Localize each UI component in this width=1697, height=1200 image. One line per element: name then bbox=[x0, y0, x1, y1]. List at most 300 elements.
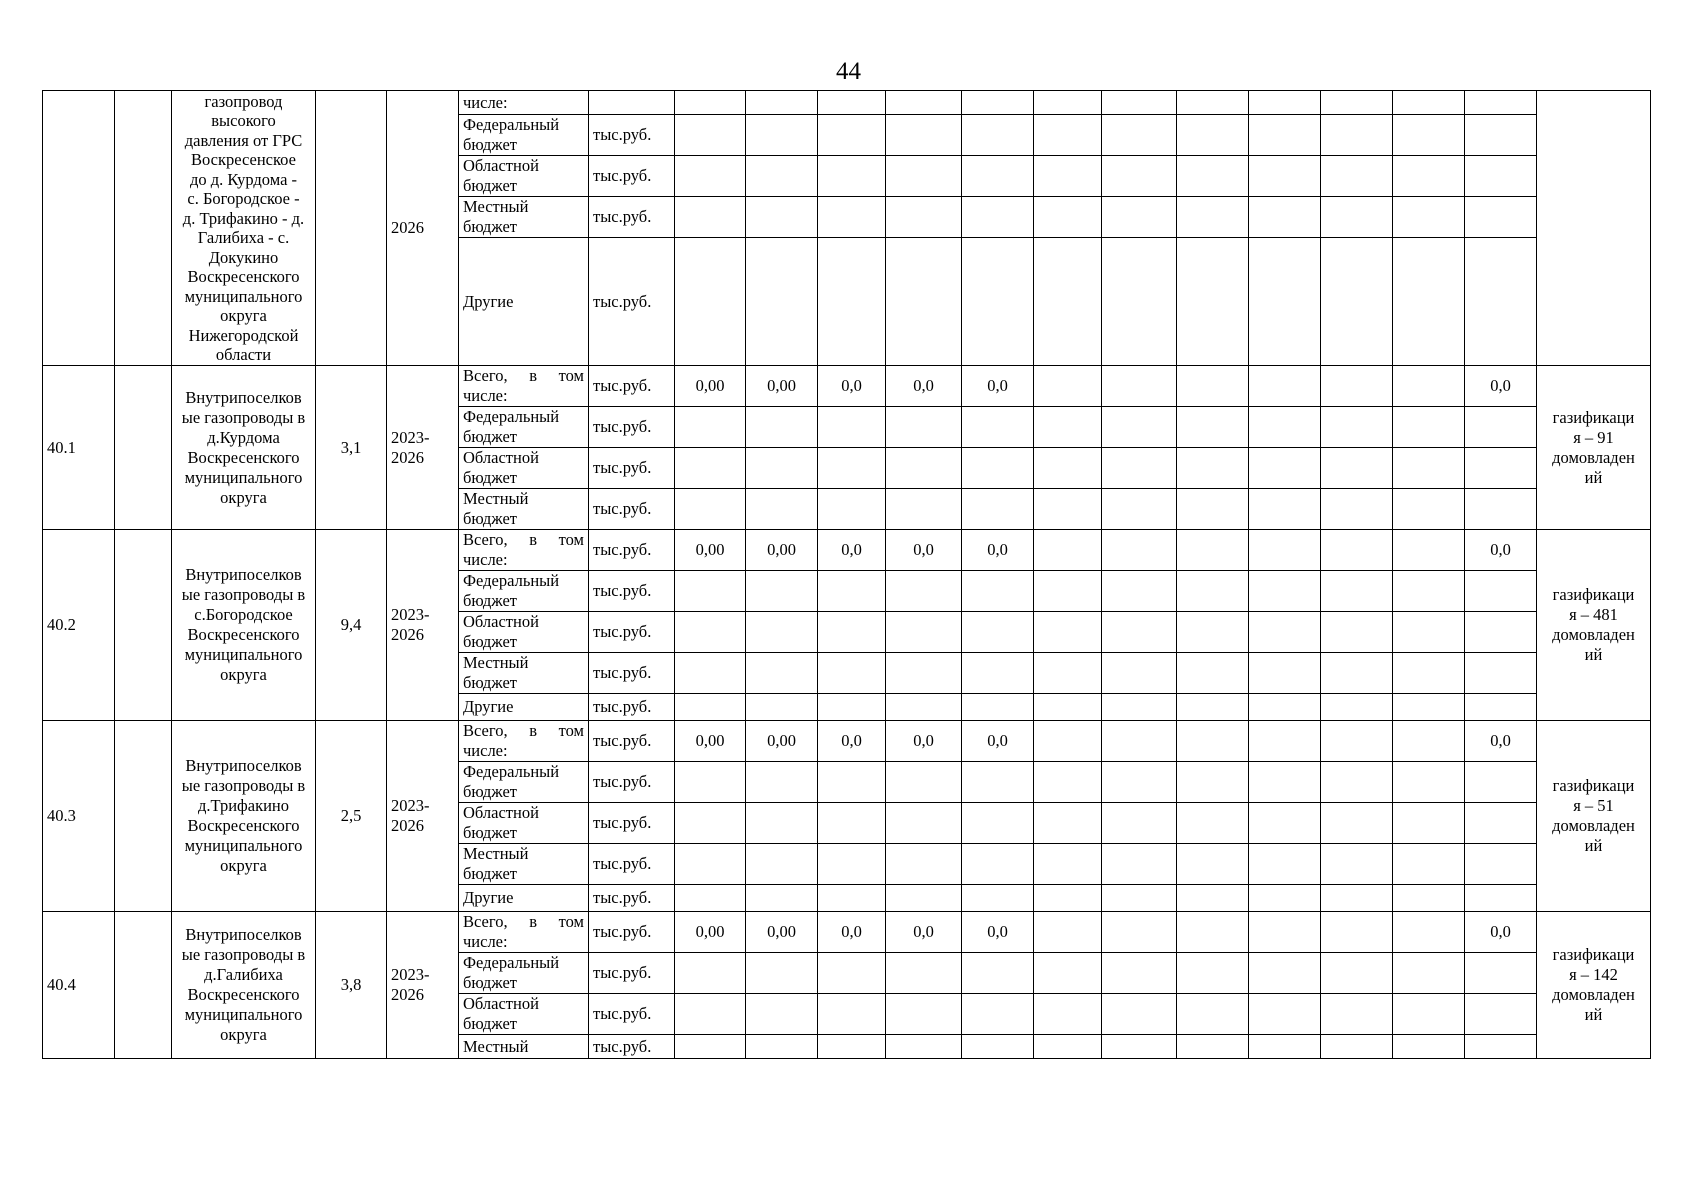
value-cell bbox=[962, 571, 1034, 612]
value-cell bbox=[1102, 407, 1177, 448]
value-cell bbox=[746, 994, 818, 1035]
cell-project-name-line: давления от ГРС bbox=[184, 130, 303, 150]
value-cell bbox=[1321, 803, 1393, 844]
cell-note-line: газификаци bbox=[1552, 945, 1635, 964]
table-row bbox=[43, 721, 1651, 762]
source-word: в bbox=[529, 912, 537, 931]
value-cell bbox=[675, 721, 746, 762]
value-cell bbox=[1393, 694, 1465, 721]
value-cell bbox=[675, 1035, 746, 1059]
value-cell bbox=[1034, 762, 1102, 803]
length-text: 3,8 bbox=[340, 975, 362, 994]
cell-project-name-line: д.Трифакино bbox=[198, 796, 289, 815]
value-cell bbox=[1177, 953, 1249, 994]
source-word: Федеральный bbox=[463, 407, 560, 426]
value-cell bbox=[886, 653, 962, 694]
value-cell bbox=[1249, 762, 1321, 803]
value-text: 0,0 bbox=[913, 376, 934, 395]
value-cell bbox=[1177, 571, 1249, 612]
unit-cell bbox=[589, 115, 675, 156]
value-cell bbox=[746, 238, 818, 366]
unit-cell bbox=[589, 197, 675, 238]
unit-cell bbox=[589, 366, 675, 407]
source-word: Областной bbox=[463, 994, 539, 1013]
cell-blank bbox=[115, 366, 172, 530]
source-word: бюджет bbox=[463, 973, 517, 992]
cell-project-name-line: Нижегородской bbox=[188, 325, 299, 345]
value-cell bbox=[886, 885, 962, 912]
value-cell bbox=[1321, 721, 1393, 762]
value-cell bbox=[962, 115, 1034, 156]
unit-text: тыс.руб. bbox=[593, 922, 652, 941]
value-cell bbox=[962, 489, 1034, 530]
value-cell bbox=[1465, 407, 1537, 448]
source-word: числе: bbox=[463, 550, 508, 569]
unit-text: тыс.руб. bbox=[593, 458, 652, 477]
value-cell bbox=[1102, 803, 1177, 844]
value-cell bbox=[746, 448, 818, 489]
value-cell bbox=[1102, 612, 1177, 653]
cell-length bbox=[316, 912, 387, 1059]
value-cell bbox=[1465, 489, 1537, 530]
value-cell bbox=[886, 238, 962, 366]
cell-period-line: 2026 bbox=[391, 447, 424, 467]
value-cell bbox=[1465, 238, 1537, 366]
source-word: бюджет bbox=[463, 176, 517, 195]
value-cell bbox=[1034, 803, 1102, 844]
value-cell bbox=[1177, 653, 1249, 694]
value-cell bbox=[1393, 612, 1465, 653]
value-cell bbox=[1034, 1035, 1102, 1059]
cell-note-line: газификаци bbox=[1552, 585, 1635, 604]
value-cell bbox=[818, 612, 886, 653]
value-cell bbox=[1465, 156, 1537, 197]
source-cell bbox=[459, 885, 589, 912]
value-cell bbox=[1102, 912, 1177, 953]
unit-text: тыс.руб. bbox=[593, 166, 652, 185]
value-text: 0,0 bbox=[987, 376, 1008, 395]
value-cell bbox=[1102, 366, 1177, 407]
table-row bbox=[43, 530, 1651, 571]
cell-period-line: 2023- bbox=[391, 427, 430, 447]
unit-text: тыс.руб. bbox=[593, 663, 652, 682]
value-cell bbox=[1249, 912, 1321, 953]
cell-project-name-line: Воскресенского bbox=[187, 625, 300, 644]
value-cell bbox=[818, 912, 886, 953]
value-cell bbox=[1249, 115, 1321, 156]
value-cell bbox=[1177, 721, 1249, 762]
source-word: бюджет bbox=[463, 673, 517, 692]
value-cell bbox=[746, 844, 818, 885]
value-cell bbox=[1102, 762, 1177, 803]
cell-project-name-line: Воскресенского bbox=[187, 267, 300, 286]
value-cell bbox=[1465, 571, 1537, 612]
source-word: Федеральный bbox=[463, 115, 560, 134]
value-cell bbox=[1034, 156, 1102, 197]
value-cell bbox=[1321, 489, 1393, 530]
value-cell bbox=[1034, 694, 1102, 721]
value-cell bbox=[1321, 530, 1393, 571]
value-cell bbox=[1249, 366, 1321, 407]
cell-length bbox=[316, 366, 387, 530]
value-cell bbox=[746, 407, 818, 448]
value-cell bbox=[1177, 694, 1249, 721]
value-cell bbox=[746, 885, 818, 912]
unit-text: тыс.руб. bbox=[593, 291, 652, 311]
cell-project-name-line: Воскресенское bbox=[191, 150, 296, 169]
value-cell bbox=[886, 530, 962, 571]
value-cell bbox=[1393, 156, 1465, 197]
unit-text: тыс.руб. bbox=[593, 813, 652, 832]
value-cell bbox=[1102, 721, 1177, 762]
value-cell bbox=[1177, 885, 1249, 912]
value-cell bbox=[1321, 953, 1393, 994]
source-word: бюджет bbox=[463, 782, 517, 801]
value-cell bbox=[1102, 844, 1177, 885]
cell-period bbox=[387, 91, 459, 366]
value-cell bbox=[1465, 197, 1537, 238]
unit-cell bbox=[589, 448, 675, 489]
value-cell bbox=[1249, 844, 1321, 885]
value-cell bbox=[1034, 953, 1102, 994]
cell-project-name-line: Воскресенского bbox=[187, 447, 300, 467]
cell-number bbox=[43, 530, 115, 721]
cell-project-name-line: муниципального bbox=[184, 1005, 303, 1024]
value-cell bbox=[675, 953, 746, 994]
value-text: 0,00 bbox=[695, 731, 725, 750]
source-cell bbox=[459, 238, 589, 366]
value-cell bbox=[1249, 448, 1321, 489]
value-cell bbox=[1393, 571, 1465, 612]
value-cell bbox=[1321, 448, 1393, 489]
unit-text: тыс.руб. bbox=[593, 540, 652, 559]
value-cell bbox=[675, 994, 746, 1035]
cell-project-name-line: муниципального bbox=[184, 836, 303, 855]
cell-project-name-line: до д. Курдома - bbox=[189, 169, 298, 189]
cell-project-name-line: Внутрипоселков bbox=[185, 925, 302, 944]
source-cell bbox=[459, 721, 589, 762]
value-cell bbox=[1393, 197, 1465, 238]
value-text: 0,0 bbox=[1490, 922, 1511, 941]
source-word: числе: bbox=[463, 386, 508, 405]
value-cell bbox=[886, 953, 962, 994]
value-text: 0,0 bbox=[913, 922, 934, 941]
cell-note-line: ий bbox=[1584, 467, 1603, 487]
cell-project-name bbox=[172, 91, 316, 366]
source-cell bbox=[459, 156, 589, 197]
cell-period-line: 2026 bbox=[391, 985, 424, 1004]
value-cell bbox=[1249, 91, 1321, 115]
cell-project-name-line: округа bbox=[220, 487, 267, 507]
value-cell bbox=[675, 694, 746, 721]
cell-number bbox=[43, 91, 115, 366]
value-cell bbox=[1465, 803, 1537, 844]
cell-period bbox=[387, 721, 459, 912]
unit-text: тыс.руб. bbox=[593, 207, 652, 226]
project-number: 40.4 bbox=[47, 975, 76, 994]
value-cell bbox=[1465, 912, 1537, 953]
value-text: 0,00 bbox=[767, 922, 796, 941]
unit-cell bbox=[589, 953, 675, 994]
cell-project-name-line: области bbox=[215, 345, 272, 364]
value-cell bbox=[886, 489, 962, 530]
cell-project-name-line: округа bbox=[220, 306, 267, 325]
source-word: Федеральный bbox=[463, 762, 560, 781]
value-cell bbox=[1465, 115, 1537, 156]
source-word: Федеральный bbox=[463, 953, 560, 972]
source-word: Местный bbox=[463, 197, 529, 216]
cell-project-name-line: Внутрипоселков bbox=[185, 756, 302, 775]
value-cell bbox=[962, 407, 1034, 448]
value-cell bbox=[1321, 115, 1393, 156]
value-text: 0,0 bbox=[1490, 540, 1511, 559]
value-cell bbox=[746, 197, 818, 238]
value-cell bbox=[1177, 448, 1249, 489]
value-cell bbox=[1034, 530, 1102, 571]
cell-project-name-line: Внутрипоселков bbox=[185, 387, 302, 407]
value-cell bbox=[746, 115, 818, 156]
cell-period bbox=[387, 530, 459, 721]
unit-cell bbox=[589, 653, 675, 694]
cell-number bbox=[43, 721, 115, 912]
cell-number bbox=[43, 366, 115, 530]
value-cell bbox=[1321, 885, 1393, 912]
unit-text: тыс.руб. bbox=[593, 499, 652, 518]
source-total-line bbox=[463, 721, 584, 741]
value-cell bbox=[1393, 530, 1465, 571]
unit-cell bbox=[589, 721, 675, 762]
cell-project-name-line: д.Галибиха bbox=[204, 965, 283, 984]
source-word: Всего, bbox=[463, 366, 508, 385]
value-cell bbox=[1177, 115, 1249, 156]
value-cell bbox=[746, 366, 818, 407]
source-cell bbox=[459, 489, 589, 530]
value-cell bbox=[818, 489, 886, 530]
source-word: том bbox=[558, 912, 584, 931]
value-cell bbox=[1393, 762, 1465, 803]
value-cell bbox=[1177, 197, 1249, 238]
source-cell bbox=[459, 653, 589, 694]
value-cell bbox=[1393, 721, 1465, 762]
value-cell bbox=[886, 197, 962, 238]
value-text: 0,00 bbox=[767, 376, 796, 395]
cell-length bbox=[316, 91, 387, 366]
source-cell bbox=[459, 197, 589, 238]
value-cell bbox=[886, 844, 962, 885]
cell-project-name-line: Воскресенского bbox=[187, 816, 300, 835]
cell-note bbox=[1537, 366, 1651, 530]
cell-project-name bbox=[172, 366, 316, 530]
value-cell bbox=[1465, 844, 1537, 885]
value-cell bbox=[1034, 653, 1102, 694]
value-cell bbox=[818, 197, 886, 238]
value-cell bbox=[818, 653, 886, 694]
value-text: 0,0 bbox=[841, 376, 862, 395]
source-word: бюджет bbox=[463, 591, 517, 610]
length-text: 2,5 bbox=[340, 806, 362, 825]
value-cell bbox=[1102, 953, 1177, 994]
value-cell bbox=[1393, 115, 1465, 156]
source-cell bbox=[459, 91, 589, 115]
value-cell bbox=[818, 762, 886, 803]
value-cell bbox=[962, 803, 1034, 844]
cell-project-name-line: ые газопроводы в bbox=[181, 945, 306, 964]
cell-blank bbox=[115, 721, 172, 912]
source-word: Всего, bbox=[463, 721, 508, 740]
source-cell bbox=[459, 407, 589, 448]
value-cell bbox=[962, 366, 1034, 407]
cell-project-name-line: д. Трифакино - д. bbox=[182, 208, 305, 228]
value-cell bbox=[886, 994, 962, 1035]
value-cell bbox=[962, 1035, 1034, 1059]
value-cell bbox=[818, 885, 886, 912]
value-cell bbox=[962, 994, 1034, 1035]
value-cell bbox=[818, 156, 886, 197]
value-cell bbox=[1465, 653, 1537, 694]
value-cell bbox=[962, 448, 1034, 489]
cell-period-line: 2026 bbox=[391, 625, 424, 644]
source-word: числе: bbox=[463, 741, 508, 760]
value-cell bbox=[1465, 448, 1537, 489]
value-cell bbox=[962, 612, 1034, 653]
value-cell bbox=[1249, 653, 1321, 694]
cell-project-name-line: муниципального bbox=[184, 467, 303, 487]
value-cell bbox=[818, 994, 886, 1035]
value-cell bbox=[886, 912, 962, 953]
value-cell bbox=[1249, 1035, 1321, 1059]
value-cell bbox=[675, 366, 746, 407]
value-cell bbox=[1249, 803, 1321, 844]
value-cell bbox=[1177, 156, 1249, 197]
cell-project-name-line: Воскресенского bbox=[187, 985, 300, 1004]
value-text: 0,0 bbox=[987, 540, 1008, 559]
cell-project-name-line: Галибиха - с. bbox=[197, 228, 290, 247]
period-text: 2026 bbox=[391, 218, 424, 237]
value-cell bbox=[1034, 912, 1102, 953]
value-cell bbox=[1393, 653, 1465, 694]
value-cell bbox=[1034, 885, 1102, 912]
value-cell bbox=[962, 197, 1034, 238]
source-word: в bbox=[529, 530, 537, 549]
value-cell bbox=[746, 1035, 818, 1059]
value-cell bbox=[1393, 844, 1465, 885]
source-cell bbox=[459, 448, 589, 489]
value-cell bbox=[1177, 366, 1249, 407]
cell-length bbox=[316, 530, 387, 721]
value-cell bbox=[1102, 197, 1177, 238]
value-cell bbox=[962, 844, 1034, 885]
value-cell bbox=[746, 156, 818, 197]
cell-note-line: домовладен bbox=[1552, 816, 1635, 835]
value-cell bbox=[818, 953, 886, 994]
value-cell bbox=[1249, 238, 1321, 366]
unit-cell bbox=[589, 407, 675, 448]
cell-note bbox=[1537, 530, 1651, 721]
value-cell bbox=[818, 844, 886, 885]
value-cell bbox=[1177, 912, 1249, 953]
value-cell bbox=[1177, 994, 1249, 1035]
unit-cell bbox=[589, 912, 675, 953]
cell-blank bbox=[115, 912, 172, 1059]
value-cell bbox=[1321, 994, 1393, 1035]
value-cell bbox=[746, 912, 818, 953]
cell-project-name-line: Докукино bbox=[208, 247, 279, 267]
length-text: 3,1 bbox=[340, 437, 362, 457]
value-cell bbox=[1465, 1035, 1537, 1059]
value-text: 0,0 bbox=[841, 922, 862, 941]
unit-text: тыс.руб. bbox=[593, 854, 652, 873]
unit-text: тыс.руб. bbox=[593, 125, 652, 144]
unit-cell bbox=[589, 156, 675, 197]
source-word: Областной bbox=[463, 612, 539, 631]
value-cell bbox=[1177, 238, 1249, 366]
unit-text: тыс.руб. bbox=[593, 697, 652, 716]
value-cell bbox=[1102, 994, 1177, 1035]
source-word: Областной bbox=[463, 803, 539, 822]
value-cell bbox=[1393, 803, 1465, 844]
unit-cell bbox=[589, 238, 675, 366]
value-cell bbox=[1249, 407, 1321, 448]
value-cell bbox=[962, 694, 1034, 721]
unit-cell bbox=[589, 994, 675, 1035]
budget-table bbox=[42, 90, 1651, 1059]
value-cell bbox=[1249, 994, 1321, 1035]
value-cell bbox=[1034, 238, 1102, 366]
cell-project-name bbox=[172, 721, 316, 912]
value-cell bbox=[886, 694, 962, 721]
value-text: 0,0 bbox=[913, 731, 934, 750]
value-cell bbox=[675, 530, 746, 571]
value-cell bbox=[1393, 1035, 1465, 1059]
value-text: 0,0 bbox=[987, 731, 1008, 750]
value-cell bbox=[818, 238, 886, 366]
value-cell bbox=[1321, 762, 1393, 803]
unit-text: тыс.руб. bbox=[593, 581, 652, 600]
value-cell bbox=[1321, 238, 1393, 366]
value-cell bbox=[818, 803, 886, 844]
source-cell bbox=[459, 912, 589, 953]
cell-project-name-line: округа bbox=[220, 665, 267, 684]
value-cell bbox=[1102, 694, 1177, 721]
value-cell bbox=[1102, 885, 1177, 912]
cell-period-line: 2023- bbox=[391, 965, 430, 984]
cell-period bbox=[387, 912, 459, 1059]
value-text: 0,00 bbox=[767, 540, 796, 559]
value-cell bbox=[1465, 694, 1537, 721]
cell-note bbox=[1537, 721, 1651, 912]
source-word: том bbox=[558, 366, 584, 385]
source-word: том bbox=[558, 721, 584, 740]
unit-cell bbox=[589, 530, 675, 571]
value-cell bbox=[886, 571, 962, 612]
value-cell bbox=[1177, 489, 1249, 530]
value-cell bbox=[1102, 489, 1177, 530]
cell-note-line: домовладен bbox=[1552, 985, 1635, 1004]
value-cell bbox=[1249, 571, 1321, 612]
source-word: бюджет bbox=[463, 864, 517, 883]
source-word: Другие bbox=[463, 291, 514, 311]
value-cell bbox=[1034, 366, 1102, 407]
cell-number bbox=[43, 912, 115, 1059]
value-cell bbox=[1102, 156, 1177, 197]
value-cell bbox=[746, 571, 818, 612]
cell-project-name-line: д.Курдома bbox=[207, 427, 280, 447]
value-cell bbox=[1321, 653, 1393, 694]
unit-text: тыс.руб. bbox=[593, 622, 652, 641]
value-cell bbox=[818, 91, 886, 115]
source-word: бюджет bbox=[463, 509, 517, 528]
value-cell bbox=[1034, 489, 1102, 530]
